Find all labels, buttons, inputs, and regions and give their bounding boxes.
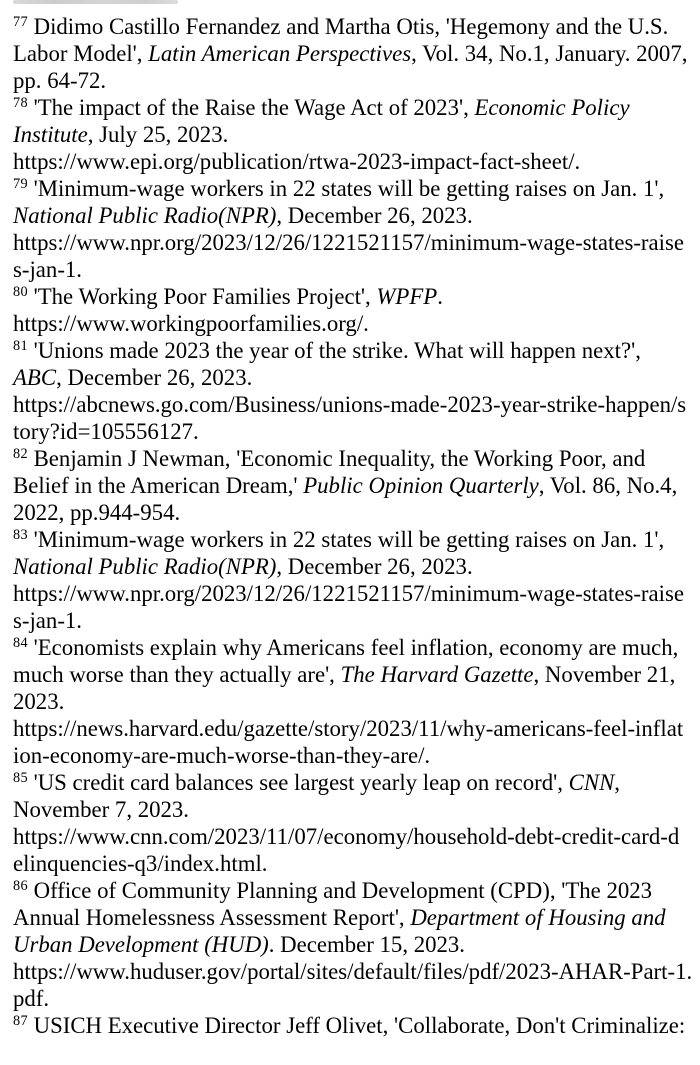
text-run: 'The impact of the Raise the Wage Act of 2023',	[27, 95, 475, 120]
text-run: pdf.	[13, 986, 50, 1011]
footnote-77	[13, 13, 700, 94]
footnote-81	[13, 337, 700, 445]
footnote-line	[13, 310, 700, 337]
footnote-line	[13, 931, 700, 958]
footnote-line	[13, 985, 700, 1012]
text-run: 'Economists explain why Americans feel inflation, economy are much,	[27, 635, 679, 660]
text-run: ,	[614, 770, 620, 795]
italic-text-run: The Harvard Gazette	[340, 662, 534, 687]
text-run: https://www.npr.org/2023/12/26/1221521157/minimum-wage-states-raise	[13, 581, 684, 606]
text-run: , Vol. 34, No.1, January. 2007,	[411, 41, 688, 66]
footnote-line	[13, 553, 700, 580]
text-run: pp. 64-72.	[13, 68, 107, 93]
footnote-line	[13, 94, 700, 121]
clipped-text-remnant	[13, 0, 178, 4]
footnote-line	[13, 364, 700, 391]
italic-text-run: Public Opinion Quarterly	[303, 473, 539, 498]
italic-text-run: National Public Radio(NPR)	[13, 554, 277, 579]
footnote-line	[13, 175, 700, 202]
footnote-line	[13, 283, 700, 310]
footnote-86	[13, 877, 700, 1012]
text-run: elinquencies-q3/index.html.	[13, 851, 268, 876]
text-run: . December 15, 2023.	[268, 932, 466, 957]
text-run: ion-economy-are-much-worse-than-they-are/.	[13, 743, 431, 768]
text-run: https://www.workingpoorfamilies.org/.	[13, 311, 369, 336]
footnote-number: 82	[13, 445, 28, 462]
footnote-line	[13, 1012, 700, 1039]
footnotes	[13, 13, 700, 1039]
text-run: 'Minimum-wage workers in 22 states will be getting raises on Jan. 1',	[27, 527, 665, 552]
footnote-line	[13, 850, 700, 877]
footnote-line	[13, 67, 700, 94]
footnote-number: 80	[13, 283, 28, 300]
italic-text-run: ABC	[13, 365, 57, 390]
text-run: , December 26, 2023.	[56, 365, 253, 390]
footnote-line	[13, 472, 700, 499]
text-run: 2022, pp.944-954.	[13, 500, 181, 525]
footnote-84	[13, 634, 700, 769]
text-run: Office of Community Planning and Development (CPD), 'The 2023	[27, 878, 653, 903]
footnote-line	[13, 40, 700, 67]
italic-text-run: CNN	[568, 770, 615, 795]
text-run: much worse than they actually are',	[13, 662, 341, 687]
italic-text-run: Institute	[13, 122, 88, 147]
footnote-line	[13, 148, 700, 175]
text-run: 2023.	[13, 689, 65, 714]
italic-text-run: National Public Radio(NPR)	[13, 203, 277, 228]
footnote-line	[13, 526, 700, 553]
footnote-79	[13, 175, 700, 283]
text-run: https://www.npr.org/2023/12/26/1221521157/minimum-wage-states-raise	[13, 230, 684, 255]
text-run: s-jan-1.	[13, 257, 83, 282]
text-run: 'US credit card balances see largest yearly leap on record',	[27, 770, 569, 795]
text-run: 'Minimum-wage workers in 22 states will be getting raises on Jan. 1',	[27, 176, 665, 201]
footnote-line	[13, 688, 700, 715]
footnote-number: 81	[13, 337, 28, 354]
footnote-line	[13, 121, 700, 148]
footnote-line	[13, 742, 700, 769]
footnote-80	[13, 283, 700, 337]
footnote-83	[13, 526, 700, 634]
footnote-line	[13, 769, 700, 796]
footnote-line	[13, 13, 700, 40]
footnote-line	[13, 580, 700, 607]
footnote-number: 79	[13, 175, 28, 192]
footnote-number: 83	[13, 526, 28, 543]
text-run: Belief in the American Dream,'	[13, 473, 304, 498]
footnote-line	[13, 607, 700, 634]
footnote-line	[13, 958, 700, 985]
text-run: .	[437, 284, 443, 309]
footnote-line	[13, 499, 700, 526]
text-run: USICH Executive Director Jeff Olivet, 'Collaborate, Don't Criminalize:	[27, 1013, 686, 1038]
text-run: https://www.cnn.com/2023/11/07/economy/household-debt-credit-card-d	[13, 824, 680, 849]
footnote-87	[13, 1012, 700, 1039]
italic-text-run: Economic Policy	[474, 95, 630, 120]
text-run: , Vol. 86, No.4,	[538, 473, 678, 498]
footnote-line	[13, 634, 700, 661]
footnote-82	[13, 445, 700, 526]
italic-text-run: Department of Housing and	[410, 905, 666, 930]
text-run: , December 26, 2023.	[276, 203, 473, 228]
footnote-78	[13, 94, 700, 175]
footnote-line	[13, 877, 700, 904]
text-run: Labor Model',	[13, 41, 149, 66]
text-run: Benjamin J Newman, 'Economic Inequality, the Working Poor, and	[27, 446, 646, 471]
footnote-line	[13, 661, 700, 688]
footnote-line	[13, 445, 700, 472]
italic-text-run: WPFP	[376, 284, 438, 309]
footnote-number: 86	[13, 877, 28, 894]
text-run: , July 25, 2023.	[87, 122, 229, 147]
text-run: , December 26, 2023.	[276, 554, 473, 579]
footnote-line	[13, 418, 700, 445]
footnote-number: 78	[13, 94, 28, 111]
text-run: s-jan-1.	[13, 608, 83, 633]
text-run: , November 21,	[533, 662, 676, 687]
footnote-line	[13, 202, 700, 229]
footnote-line	[13, 391, 700, 418]
footnote-line	[13, 256, 700, 283]
footnote-number: 77	[13, 13, 28, 30]
footnote-line	[13, 337, 700, 364]
footnote-line	[13, 796, 700, 823]
footnote-line	[13, 229, 700, 256]
text-run: tory?id=105556127.	[13, 419, 199, 444]
footnote-line	[13, 904, 700, 931]
text-run: https://www.epi.org/publication/rtwa-2023-impact-fact-sheet/.	[13, 149, 581, 174]
text-run: Didimo Castillo Fernandez and Martha Otis, 'Hegemony and the U.S.	[27, 14, 669, 39]
footnote-number: 84	[13, 634, 28, 651]
text-run: November 7, 2023.	[13, 797, 190, 822]
footnote-number: 85	[13, 769, 28, 786]
text-run: https://abcnews.go.com/Business/unions-made-2023-year-strike-happen/s	[13, 392, 687, 417]
text-run: 'Unions made 2023 the year of the strike. What will happen next?',	[27, 338, 641, 363]
text-run: https://www.huduser.gov/portal/sites/default/files/pdf/2023-AHAR-Part-1.	[13, 959, 693, 984]
text-run: 'The Working Poor Families Project',	[27, 284, 377, 309]
italic-text-run: Urban Development (HUD)	[13, 932, 269, 957]
footnote-number: 87	[13, 1012, 28, 1029]
footnote-line	[13, 715, 700, 742]
footnote-85	[13, 769, 700, 877]
text-run: https://news.harvard.edu/gazette/story/2023/11/why-americans-feel-inflat	[13, 716, 684, 741]
footnote-line	[13, 823, 700, 850]
text-run: Annual Homelessness Assessment Report',	[13, 905, 411, 930]
italic-text-run: Latin American Perspectives	[148, 41, 412, 66]
